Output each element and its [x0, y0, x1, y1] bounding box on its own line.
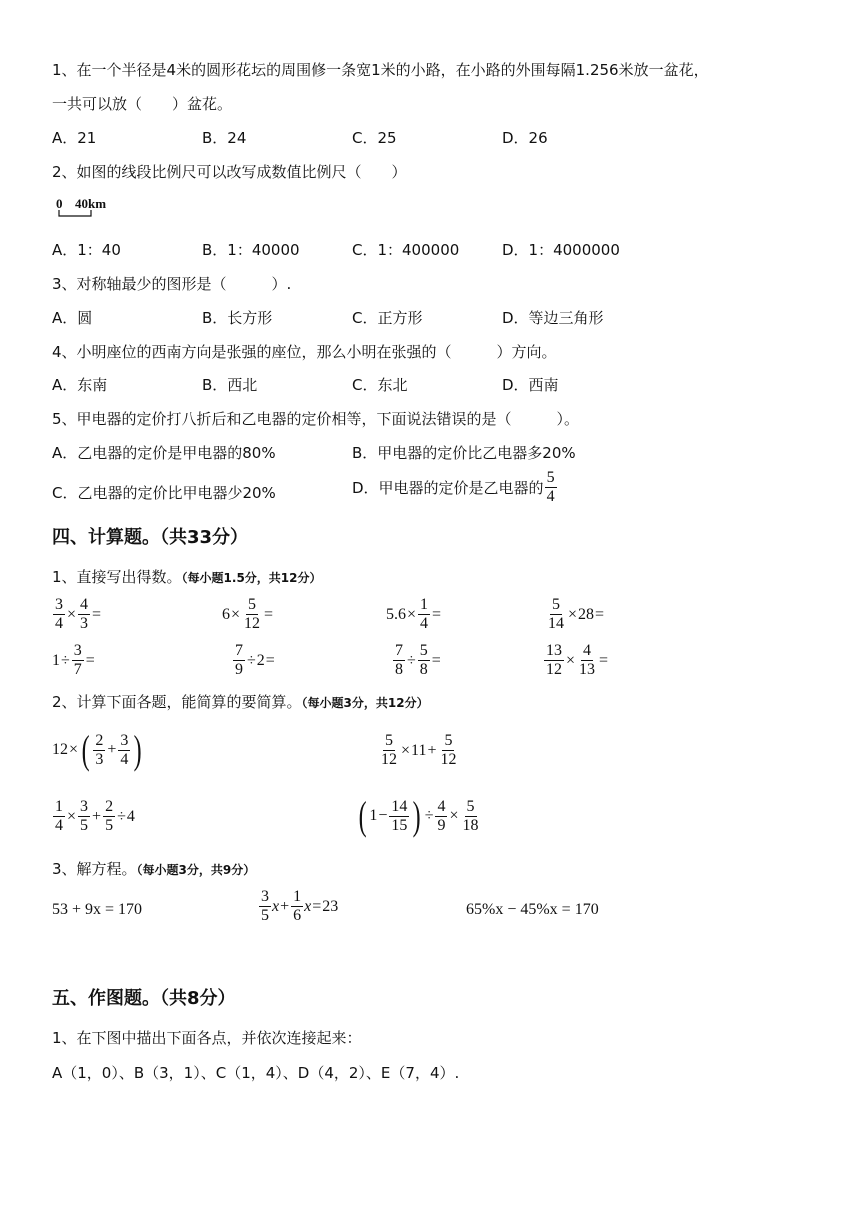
- simplify-3: $\frac{1}{4}$ × $\frac{3}{5}$ + $\frac{2}{5}$ ÷ 4: [55, 798, 135, 834]
- simplify-4: ( 1 − $\frac{14}{15}$ ) ÷ $\frac{4}{9}$ × $\frac{5}{18}$: [358, 793, 479, 838]
- section-4-title: 四、计算题。（共33分）: [52, 527, 249, 548]
- q3-option-a: A．圆: [52, 309, 93, 327]
- q1-option-a: A．21: [52, 129, 97, 147]
- scale-line: [52, 196, 112, 220]
- scale-zero: 0: [56, 196, 63, 211]
- q3-option-c: C．正方形: [352, 309, 423, 327]
- q1-option-c: C．25: [352, 129, 397, 147]
- scale-label: 40km: [75, 196, 107, 211]
- calc-2-1: 1 ÷ $\frac{3}{7}$ =: [52, 642, 95, 678]
- q2-option-a: A．1：40: [52, 241, 121, 259]
- section4-q3: 3、解方程。（每小题3分，共9分）: [52, 860, 256, 878]
- calc-2-4: $\frac{13}{12}$ × $\frac{4}{13}$ =: [546, 642, 609, 678]
- q5-option-c: C．乙电器的定价比甲电器少20%: [52, 484, 276, 502]
- q3-score-note: （每小题3分，共9分）: [136, 863, 256, 877]
- q2-option-d: D．1：4000000: [502, 241, 620, 259]
- question-1-line2: 一共可以放（ ）盆花。: [52, 95, 233, 113]
- section5-points: A（1，0）、B（3，1）、C（1，4）、D（4，2）、E（7，4）.: [52, 1064, 460, 1082]
- equation-2: $\frac{3}{5}$ x + $\frac{1}{6}$ x = 23: [261, 888, 339, 924]
- section4-q2: 2、计算下面各题，能简算的要简算。（每小题3分，共12分）: [52, 693, 429, 711]
- section4-q1: 1、直接写出得数。（每小题1.5分，共12分）: [52, 568, 322, 586]
- calc-1-1: $\frac{3}{4}$ × $\frac{4}{3}$ =: [55, 596, 102, 632]
- q4-option-c: C．东北: [352, 376, 408, 394]
- calc-1-3: 5.6 × $\frac{1}{4}$ =: [386, 596, 442, 632]
- q3-option-d: D．等边三角形: [502, 309, 604, 327]
- q2-score-note: （每小题3分，共12分）: [301, 696, 429, 710]
- q4-option-a: A．东南: [52, 376, 108, 394]
- calc-1-2: 6 × $\frac{5}{12}$ =: [222, 596, 274, 632]
- equation-3: 65%x − 45%x = 170: [466, 901, 599, 918]
- simplify-2: $\frac{5}{12}$ × 11 + $\frac{5}{12}$: [381, 732, 457, 768]
- q4-option-d: D．西南: [502, 376, 559, 394]
- q2-option-c: C．1：400000: [352, 241, 460, 259]
- q4-option-b: B．西北: [202, 376, 258, 394]
- q1-option-b: B．24: [202, 129, 247, 147]
- equation-1: 53 + 9x = 170: [52, 901, 143, 918]
- simplify-1: 12 × ( $\frac{2}{3}$ + $\frac{3}{4}$ ): [52, 727, 143, 772]
- question-1-line1: 1、在一个半径是4米的圆形花坛的周围修一条宽1米的小路，在小路的外围每隔1.256米放一盆花，: [52, 61, 709, 79]
- q5-option-a: A．乙电器的定价是甲电器的80%: [52, 444, 276, 462]
- calc-2-3: $\frac{7}{8}$ ÷ $\frac{5}{8}$ =: [395, 642, 441, 678]
- q5-option-d: [352, 469, 558, 506]
- q5-option-d-text: D．甲电器的定价是乙电器的: [352, 479, 544, 497]
- q1-score-note: （每小题1.5分，共12分）: [181, 571, 322, 585]
- calc-2-2: $\frac{7}{9}$ ÷ 2 =: [235, 642, 275, 678]
- question-4: 4、小明座位的西南方向是张强的座位，那么小明在张强的（ ）方向。: [52, 343, 557, 361]
- section5-q1: 1、在下图中描出下面各点，并依次连接起来：: [52, 1029, 362, 1047]
- q5-option-d-fraction: $\frac{5}{4}$: [546, 469, 555, 505]
- q3-option-b: B．长方形: [202, 309, 273, 327]
- q1-option-d: D．26: [502, 129, 548, 147]
- scale-bar: [52, 196, 122, 220]
- question-2: 2、如图的线段比例尺可以改写成数值比例尺（ ）: [52, 163, 407, 181]
- calc-1-4: $\frac{5}{14}$ × 28 =: [548, 596, 605, 632]
- q2-option-b: B．1：40000: [202, 241, 300, 259]
- question-3: 3、对称轴最少的图形是（ ）.: [52, 275, 292, 293]
- question-5: 5、甲电器的定价打八折后和乙电器的定价相等，下面说法错误的是（ ）。: [52, 410, 580, 428]
- q5-option-b: B．甲电器的定价比乙电器多20%: [352, 444, 576, 462]
- section-5-title: 五、作图题。（共8分）: [52, 988, 236, 1009]
